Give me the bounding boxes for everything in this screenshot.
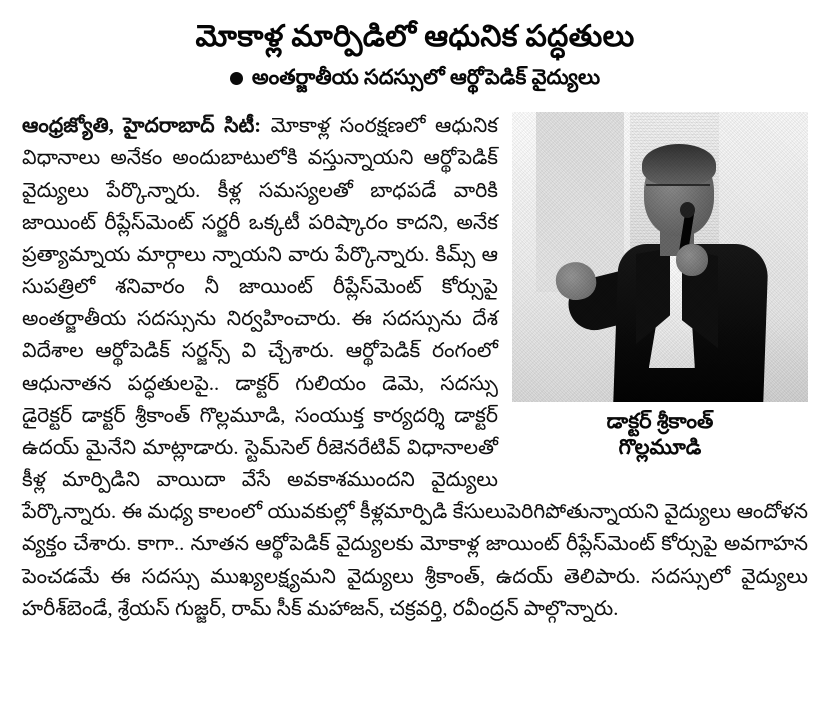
article-figure	[512, 112, 808, 461]
figure-caption	[512, 408, 808, 461]
figure-caption-line-1: డాక్టర్ శ్రీకాంత్	[606, 409, 714, 434]
bullet-icon	[230, 72, 243, 85]
speaker-photo	[512, 112, 808, 402]
page-title: మోకాళ్ల మార్పిడిలో ఆధునిక పద్ధతులు	[195, 20, 635, 53]
article-body-wrapper	[22, 110, 808, 645]
dateline: ఆంధ్రజ్యోతి, హైదరాబాద్ సిటీ:	[22, 115, 262, 138]
subheadline: అంతర్జాతీయ సదస్సులో ఆర్థోపెడిక్ వైద్యులు	[251, 64, 601, 89]
subheadline-row	[22, 65, 808, 90]
article-body: మోకాళ్ల సంరక్షణలో ఆధునిక విధానాలు అనేకం అందుబాటులోకి వస్తున్నాయని ఆర్థోపెడిక్ వైద్యులు పేర్కొన్నారు. కీళ్ల సమస్యలతో బాధపడే వారికి జాయింట్ రీప్లేస్‌మెంట్ సర్జరీ ఒక్కటీ పరిష్కారం కాదని, అనేక ప్రత్యామ్నాయ మార్గాలు న్నాయని వారు పేర్కొన్నారు. కిమ్స్ ఆ సుపత్రిలో శనివారం నీ జాయింట్ రీప్లేస్‌మెంట్ కోర్సుపై అంతర్జాతీయ సదస్సును నిర్వహించారు. ఈ సదస్సును దేశ విదేశాల ఆర్థోపెడిక్ సర్జన్స్ వి చ్చేశారు. ఆర్థోపెడిక్ రంగంలో ఆధునాతన పద్ధతులపై.. డాక్టర్ గులియం డెమె, సదస్సు డైరెక్టర్ డాక్టర్ శ్రీకాంత్ గొల్లమూడి, సంయుక్త కార్యదర్శి డాక్టర్ ఉదయ్ మైనేని మాట్లాడారు. స్టెమ్‌సెల్ రీజెనరేటివ్ విధానాలతో కీళ్ల మార్పిడిని వాయిదా వేసే అవకాశముందని వైద్యులు పేర్కొన్నారు. ఈ మధ్య కాలంలో యువకుల్లో కీళ్లమార్పిడి కేసులుపెరిగిపోతున్నాయని వైద్యులు ఆందోళన వ్యక్తం చేశారు. కాగా.. నూతన ఆర్థోపెడిక్ వైద్యులకు మోకాళ్ల జాయింట్ రీప్లేస్‌మెంట్ కోర్సుపై అవగాహన పెంచడమే ఈ సదస్సు ముఖ్యలక్ష్యమని వైద్యులు శ్రీకాంత్, ఉదయ్ తెలిపారు. సదస్సులో వైద్యులు హరీశ్‌బెండే, శ్రేయస్ గుజ్జర్, రామ్ సీక్ మహాజన్, చక్రవర్తి, రవీంద్రన్ పాల్గొన్నారు.	[22, 115, 808, 620]
photo-halftone-grain	[512, 112, 808, 402]
figure-caption-line-2: గొల్లమూడి	[618, 435, 702, 460]
